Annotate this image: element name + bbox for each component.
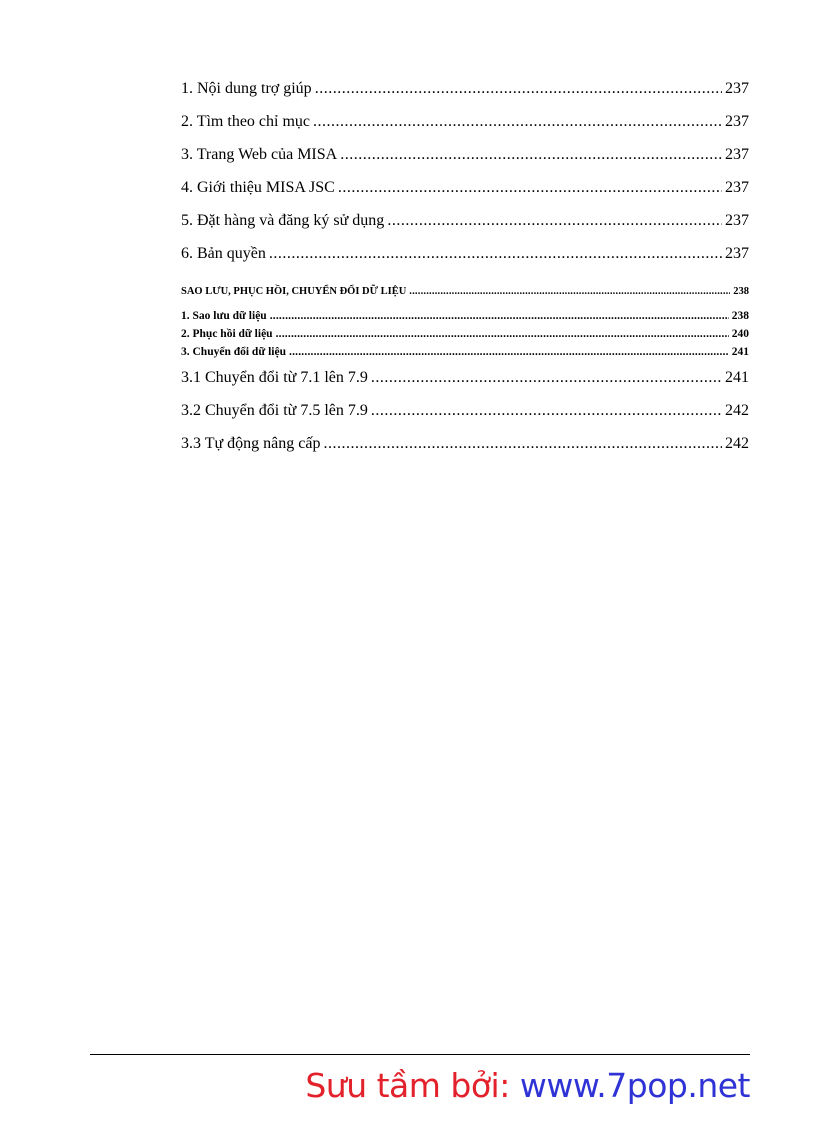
toc-entry-title: 3.2 Chuyển đổi từ 7.5 lên 7.9 bbox=[181, 402, 368, 419]
toc-entry[interactable] bbox=[181, 171, 749, 204]
toc-leader-dots bbox=[313, 105, 722, 138]
footer-divider bbox=[90, 1054, 750, 1055]
toc-entry-page: 237 bbox=[725, 179, 749, 196]
toc-entry[interactable] bbox=[181, 343, 749, 361]
toc-entry-page: 241 bbox=[731, 346, 749, 358]
toc-entry-page: 237 bbox=[725, 245, 749, 262]
toc-entry-page: 241 bbox=[725, 369, 749, 386]
toc-entry[interactable] bbox=[181, 325, 749, 343]
toc-entry-page: 242 bbox=[725, 435, 749, 452]
toc-entry[interactable] bbox=[181, 204, 749, 237]
toc-leader-dots bbox=[371, 361, 722, 394]
table-of-contents bbox=[181, 72, 749, 460]
toc-entry-title: 4. Giới thiệu MISA JSC bbox=[181, 179, 335, 196]
toc-leader-dots bbox=[371, 394, 722, 427]
toc-section-heading[interactable] bbox=[181, 283, 749, 301]
toc-group-1 bbox=[181, 72, 749, 270]
toc-leader-dots bbox=[323, 427, 722, 460]
toc-entry-page: 242 bbox=[725, 402, 749, 419]
footer-credit bbox=[305, 1066, 750, 1105]
toc-entry-title: 3.1 Chuyển đổi từ 7.1 lên 7.9 bbox=[181, 369, 368, 386]
toc-entry-title: 5. Đặt hàng và đăng ký sử dụng bbox=[181, 212, 385, 229]
toc-section-page: 238 bbox=[733, 286, 749, 297]
toc-entry[interactable] bbox=[181, 237, 749, 270]
toc-entry[interactable] bbox=[181, 394, 749, 427]
toc-entry-title: 3. Trang Web của MISA bbox=[181, 146, 338, 163]
toc-leader-dots bbox=[338, 171, 722, 204]
footer-credit-url[interactable]: www.7pop.net bbox=[519, 1066, 750, 1105]
toc-entry-title: 3. Chuyển đổi dữ liệu bbox=[181, 346, 286, 358]
toc-entry-page: 238 bbox=[731, 310, 749, 322]
footer-credit-label: Sưu tầm bởi: bbox=[305, 1066, 510, 1105]
toc-entry[interactable] bbox=[181, 361, 749, 394]
toc-entry-title: 2. Phục hồi dữ liệu bbox=[181, 328, 273, 340]
toc-entry-title: 1. Sao lưu dữ liệu bbox=[181, 310, 267, 322]
toc-entry-page: 237 bbox=[725, 80, 749, 97]
toc-leader-dots bbox=[270, 307, 729, 325]
toc-entry[interactable] bbox=[181, 72, 749, 105]
toc-leader-dots bbox=[276, 325, 729, 343]
toc-section-title: SAO LƯU, PHỤC HỒI, CHUYỂN ĐỔI DỮ LIỆU bbox=[181, 286, 407, 297]
toc-leader-dots bbox=[269, 237, 722, 270]
toc-group-2 bbox=[181, 361, 749, 460]
toc-entry-title: 3.3 Tự động nâng cấp bbox=[181, 435, 321, 452]
toc-entry-title: 2. Tìm theo chỉ mục bbox=[181, 113, 311, 130]
toc-entry-title: 6. Bản quyền bbox=[181, 245, 266, 262]
toc-entry-page: 237 bbox=[725, 146, 749, 163]
toc-entry[interactable] bbox=[181, 427, 749, 460]
toc-entry[interactable] bbox=[181, 138, 749, 171]
toc-entry[interactable] bbox=[181, 307, 749, 325]
toc-leader-dots bbox=[409, 283, 730, 301]
toc-leader-dots bbox=[387, 204, 722, 237]
toc-leader-dots bbox=[315, 72, 722, 105]
toc-entry-page: 240 bbox=[731, 328, 749, 340]
toc-leader-dots bbox=[340, 138, 722, 171]
toc-entry-title: 1. Nội dung trợ giúp bbox=[181, 80, 312, 97]
toc-bold-items bbox=[181, 307, 749, 361]
toc-entry-page: 237 bbox=[725, 113, 749, 130]
toc-leader-dots bbox=[289, 343, 729, 361]
toc-entry-page: 237 bbox=[725, 212, 749, 229]
toc-entry[interactable] bbox=[181, 105, 749, 138]
